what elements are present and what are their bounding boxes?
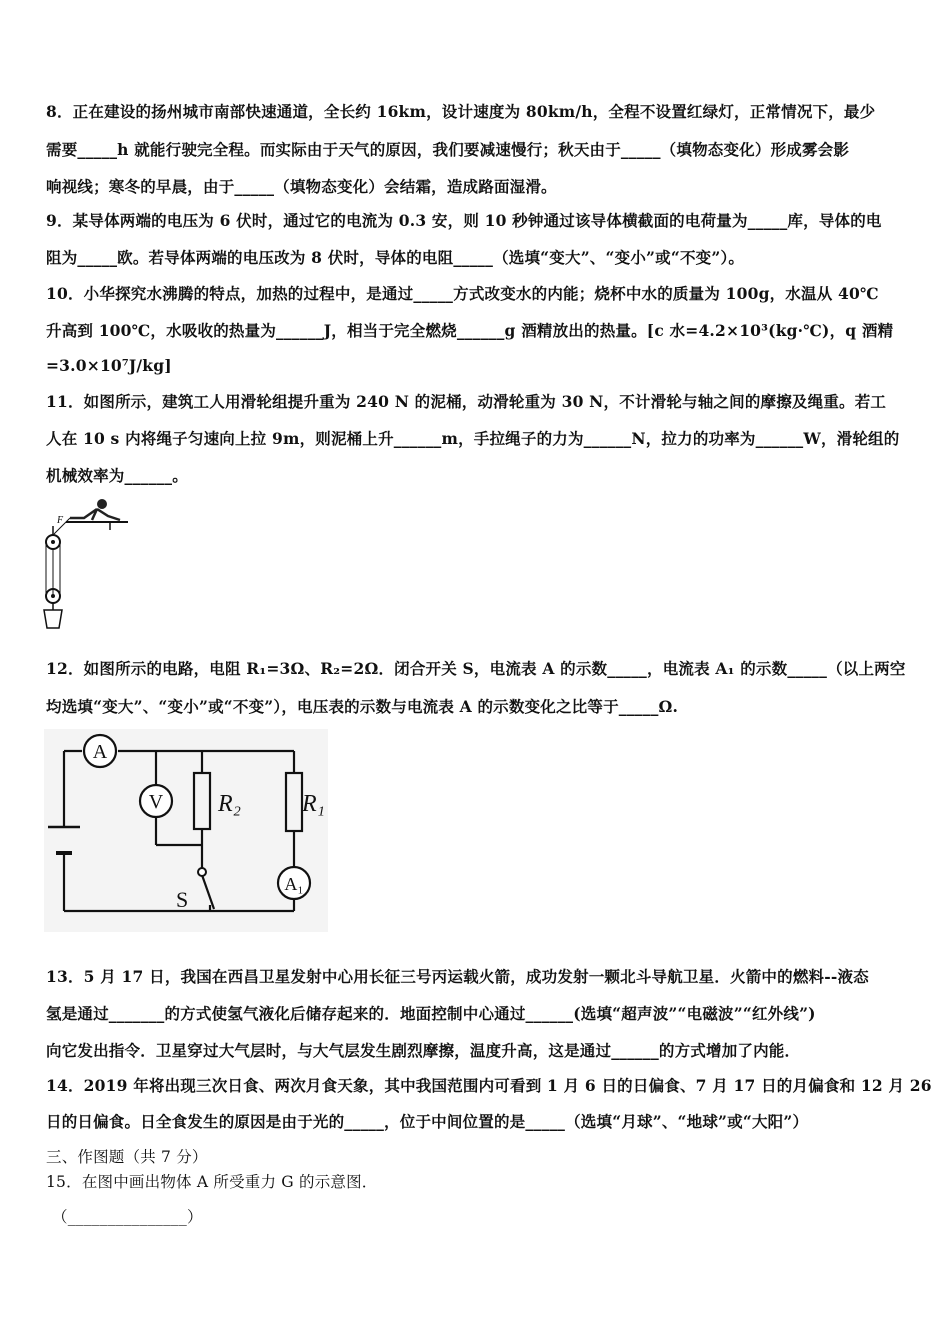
circuit-figure — [44, 729, 328, 932]
q11-line2: 人在 10 s 内将绳子匀速向上拉 9m，则泥桶上升______m，手拉绳子的力为______N，拉力的功率为______W，滑轮组的 — [46, 429, 900, 448]
q12-line1: 12．如图所示的电路，电阻 R₁=3Ω、R₂=2Ω．闭合开关 S，电流表 A 的示数_____，电流表 A₁ 的示数_____（以上两空 — [46, 659, 906, 678]
q8-line2: 需要_____h 就能行驶完全程。而实际由于天气的原因，我们要减速慢行；秋天由于_____（填物态变化）形成雾会影 — [46, 140, 850, 159]
r1-label: R₁ — [302, 791, 326, 817]
pulley-figure — [40, 496, 132, 632]
q13-line2: 氢是通过_______的方式使氢气液化后储存起来的．地面控制中心通过______(选填“超声波”“电磁波”“红外线”) — [46, 1004, 816, 1023]
movable-pulley-axle — [51, 594, 55, 598]
q10-line3: =3.0×10⁷J/kg] — [46, 356, 172, 375]
q12-line2: 均选填“变大”、“变小”或“不变”），电压表的示数与电流表 A 的示数变化之比等于_____Ω. — [46, 697, 679, 716]
q13-line3: 向它发出指令．卫星穿过大气层时，与大气层发生剧烈摩擦，温度升高，这是通过______的方式增加了内能． — [46, 1041, 801, 1060]
q14-line2: 日的日偏食。日全食发生的原因是由于光的_____，位于中间位置的是_____（选填“月球”、“地球”或“大阳”） — [46, 1112, 809, 1131]
q9-line1: 9．某导体两端的电压为 6 伏时，通过它的电流为 0.3 安，则 10 秒钟通过该导体横截面的电荷量为_____库，导体的电 — [46, 211, 882, 230]
switch-label: S — [176, 887, 189, 912]
worker-body — [70, 509, 120, 520]
r2-label: R₂ — [218, 791, 242, 817]
ammeter-a-label: A — [92, 741, 108, 763]
q10-line2: 升高到 100℃，水吸收的热量为______J，相当于完全燃烧______g 酒精放出的热量。[c 水=4.2×10³(kg·℃)，q 酒精 — [46, 321, 894, 340]
q14-line1: 14．2019 年将出现三次日食、两次月食天象，其中我国范围内可看到 1 月 6 日的日偏食、7 月 17 日的月偏食和 12 月 26 — [46, 1076, 932, 1095]
force-label: F — [57, 515, 64, 526]
q10-line1: 10．小华探究水沸腾的特点，加热的过程中，是通过_____方式改变水的内能；烧杯中水的质量为 100g，水温从 40℃ — [46, 284, 879, 303]
q8-line1: 8．正在建设的扬州城市南部快速通道，全长约 16km，设计速度为 80km/h，全程不设置红绿灯，正常情况下，最少 — [46, 102, 876, 121]
fixed-pulley-axle — [51, 540, 55, 544]
q9-line2: 阻为_____欧。若导体两端的电压改为 8 伏时，导体的电阻_____（选填“变大”、“变小”或“不变”）。 — [46, 248, 745, 267]
q11-line1: 11．如图所示，建筑工人用滑轮组提升重为 240 N 的泥桶，动滑轮重为 30 N，不计滑轮与轴之间的摩擦及绳重。若工 — [46, 392, 887, 411]
q8-line3: 响视线；寒冬的早晨，由于_____（填物态变化）会结霜，造成路面湿滑。 — [46, 177, 557, 196]
q11-line3: 机械效率为______。 — [46, 466, 188, 485]
voltmeter-label: V — [148, 791, 164, 813]
bucket — [44, 610, 62, 628]
q15-text: 15．在图中画出物体 A 所受重力 G 的示意图． — [46, 1173, 378, 1191]
section-heading: 三、作图题（共 7 分） — [46, 1148, 208, 1166]
ammeter-a1-label: A₁ — [284, 874, 304, 894]
switch-pivot — [198, 868, 206, 876]
worker-head — [97, 499, 107, 509]
q13-line1: 13．5 月 17 日，我国在西昌卫星发射中心用长征三号丙运载火箭，成功发射一颗北斗导航卫星．火箭中的燃料--液态 — [46, 967, 869, 986]
q15-answer-blank: （_______________） — [52, 1208, 203, 1226]
